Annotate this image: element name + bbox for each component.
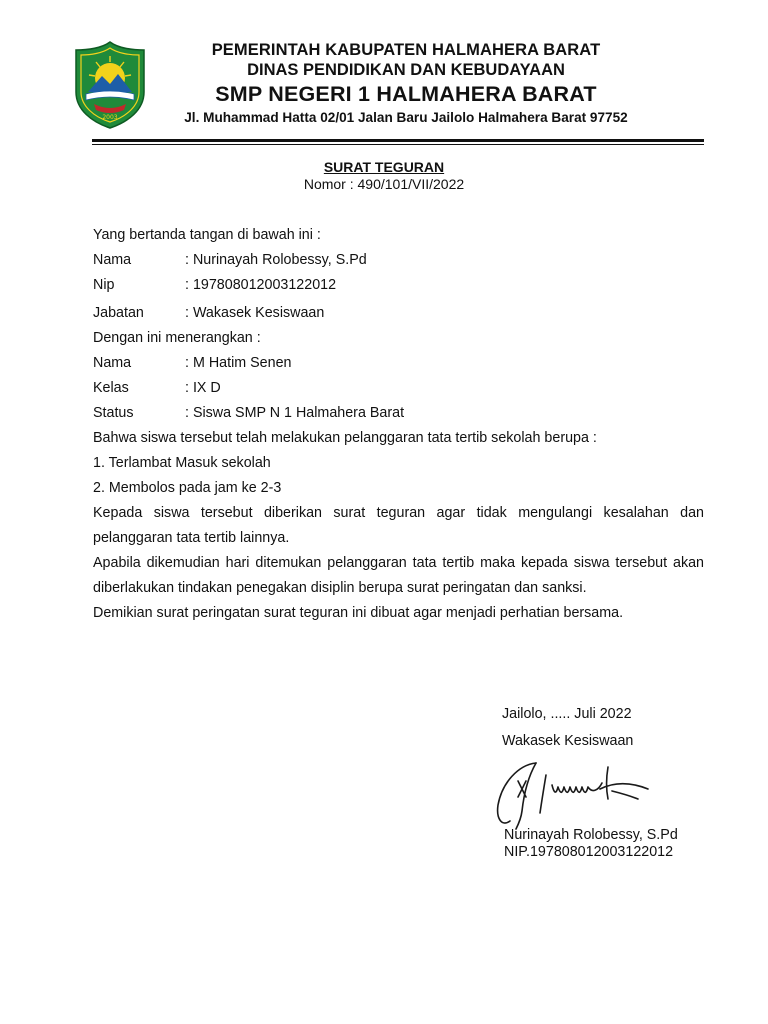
school-crest-logo [72, 40, 148, 130]
field-value: : Wakasek Kesiswaan [185, 305, 325, 321]
paragraph-closing: Demikian surat peringatan surat teguran ini dibuat agar menjadi perhatian bersama. [93, 605, 624, 621]
field-value: : Nurinayah Rolobessy, S.Pd [185, 252, 367, 268]
student-name-row [93, 355, 704, 372]
crest-year-text: 2003 [102, 114, 118, 121]
government-line: PEMERINTAH KABUPATEN HALMAHERA BARAT [211, 41, 601, 59]
signer-full-name: Nurinayah Rolobessy, S.Pd [504, 827, 678, 843]
letter-body [93, 227, 704, 626]
handwritten-signature-icon [488, 755, 663, 835]
signer-name-row [93, 252, 704, 269]
signer-nip-row [93, 277, 704, 294]
halmahera-barat-crest-icon [72, 40, 148, 130]
signer-nip: NIP.197808012003122012 [504, 844, 674, 860]
violation-item: 2. Membolos pada jam ke 2-3 [93, 480, 282, 496]
violation-intro: Bahwa siswa tersebut telah melakukan pelanggaran tata tertib sekolah berupa : [93, 430, 597, 446]
letter-title-block [0, 159, 768, 193]
intro-line: Yang bertanda tangan di bawah ini : [93, 227, 321, 243]
field-value: : IX D [185, 380, 221, 396]
field-label: Status [93, 405, 134, 421]
field-value: : Siswa SMP N 1 Halmahera Barat [185, 405, 405, 421]
declare-line: Dengan ini menerangkan : [93, 330, 261, 346]
field-label: Nip [93, 277, 115, 293]
letterhead-divider-thin [92, 144, 704, 145]
school-address: Jl. Muhammad Hatta 02/01 Jalan Baru Jailolo Halmahera Barat 97752 [184, 110, 628, 125]
signature-block [502, 706, 732, 750]
field-label: Kelas [93, 380, 129, 396]
field-value: : M Hatim Senen [185, 355, 292, 371]
field-label: Nama [93, 252, 132, 268]
student-status-row [93, 405, 704, 422]
paragraph-consequence: Apabila dikemudian hari ditemukan pelanggaran tata tertib maka kepada siswa tersebut akan diberlakukan tindakan penegakan disiplin berupa surat peringatan dan sanksi. [93, 555, 704, 596]
letter-title: SURAT TEGURAN [323, 159, 445, 175]
letterhead [150, 40, 662, 126]
school-name: SMP NEGERI 1 HALMAHERA BARAT [215, 82, 597, 106]
field-value: : 197808012003122012 [185, 277, 337, 293]
signer-name-block [504, 827, 678, 861]
paragraph-warning: Kepada siswa tersebut diberikan surat teguran agar tidak mengulangi kesalahan dan pelanggaran tata tertib lainnya. [93, 505, 704, 546]
department-line: DINAS PENDIDIKAN DAN KEBUDAYAAN [247, 61, 565, 79]
signer-position-row [93, 305, 704, 322]
violation-item: 1. Terlambat Masuk sekolah [93, 455, 271, 471]
place-date: Jailolo, ..... Juli 2022 [502, 706, 632, 722]
letterhead-divider-thick [92, 139, 704, 142]
field-label: Nama [93, 355, 132, 371]
field-label: Jabatan [93, 305, 144, 321]
letter-number: Nomor : 490/101/VII/2022 [303, 176, 465, 192]
signer-position: Wakasek Kesiswaan [502, 733, 634, 749]
student-class-row [93, 380, 704, 397]
